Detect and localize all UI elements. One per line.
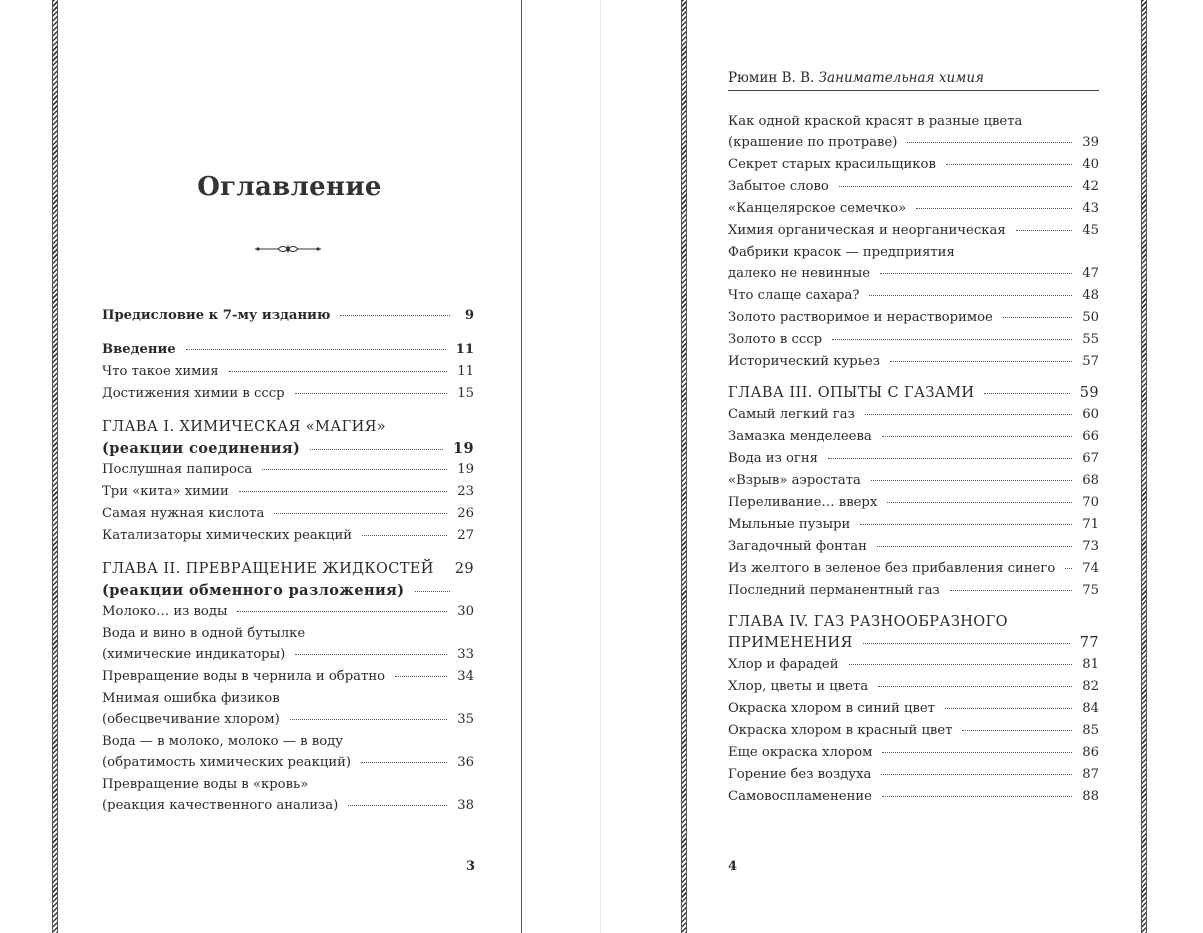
toc-entry-page: 33 [457, 647, 474, 662]
page-number-right: 4 [728, 859, 738, 874]
toc-entry-page: 85 [1082, 723, 1099, 738]
toc-entry-page: 9 [464, 308, 474, 323]
toc-entry-page: 75 [1082, 583, 1099, 598]
dot-leader [890, 360, 1072, 362]
toc-entry-page: 77 [1079, 635, 1099, 651]
toc-entry-page: 87 [1082, 767, 1099, 782]
dot-leader [860, 523, 1072, 525]
toc-entry [728, 720, 1099, 742]
toc-entry-title: (крашение по протраве) [728, 135, 898, 150]
toc-entry-title: (реакции обменного разложения) [102, 582, 405, 599]
toc-entry [102, 559, 474, 580]
toc-entry-page: 43 [1082, 201, 1099, 216]
toc-entry [728, 285, 1099, 307]
dot-leader [945, 707, 1072, 709]
toc-entry-title: Вода из огня [728, 451, 818, 466]
toc-entry [728, 448, 1099, 470]
toc-entry-page: 88 [1082, 789, 1099, 804]
toc-entry-title: Вода и вино в одной бутылке [102, 626, 306, 641]
toc-entry-title: Самый легкий газ [728, 407, 855, 422]
toc-entry-title: Исторический курьез [728, 354, 880, 369]
toc-entry-title: Введение [102, 342, 176, 357]
toc-entry-page: 66 [1082, 429, 1099, 444]
toc-entry [102, 709, 474, 731]
toc-entry-page: 84 [1082, 701, 1099, 716]
toc-entry [102, 305, 474, 327]
dot-leader [262, 468, 447, 470]
toc-entry-title: Что такое химия [102, 364, 219, 379]
page-number-left: 3 [466, 859, 476, 874]
dot-leader [916, 207, 1072, 209]
toc-entry-page: 73 [1082, 539, 1099, 554]
dot-leader [871, 479, 1072, 481]
ornament-icon [254, 243, 322, 255]
toc-entry-title: Забытое слово [728, 179, 829, 194]
dot-leader [881, 773, 1072, 775]
toc-entry-page: 34 [457, 669, 474, 684]
toc-entry-page: 67 [1082, 451, 1099, 466]
toc-entry [102, 580, 474, 601]
dot-leader [882, 751, 1072, 753]
dot-leader [237, 610, 447, 612]
toc-entry-title: Мнимая ошибка физиков [102, 691, 280, 706]
toc-entry-title: Окраска хлором в красный цвет [728, 723, 953, 738]
dot-leader [877, 545, 1072, 547]
toc-entry [728, 492, 1099, 514]
toc-entry-title: ГЛАВА III. ОПЫТЫ С ГАЗАМИ [728, 385, 975, 401]
toc-entry-title: Горение без воздуха [728, 767, 872, 782]
toc-entry-title: Из желтого в зеленое без прибавления синего [728, 561, 1056, 576]
toc-entry-page: 40 [1082, 157, 1099, 172]
dot-leader [310, 448, 443, 450]
toc-entry-page: 48 [1082, 288, 1099, 303]
toc-entry-title: Хлор, цветы и цвета [728, 679, 869, 694]
toc-entry-title: ГЛАВА II. ПРЕВРАЩЕНИЕ ЖИДКОСТЕЙ [102, 561, 434, 577]
toc-entry [728, 654, 1099, 676]
chapter-heading: ГЛАВА I. ХИМИЧЕСКАЯ «МАГИЯ» [102, 419, 387, 435]
toc-entry-title: Достижения химии в ссср [102, 386, 285, 401]
toc-entry-page: 57 [1082, 354, 1099, 369]
toc-entry-title: далеко не невинные [728, 266, 871, 281]
toc-entry [102, 339, 474, 361]
dot-leader [444, 569, 445, 570]
dot-leader [962, 729, 1072, 731]
dot-leader [340, 314, 450, 316]
toc-entry-title: Фабрики красок — предприятия [728, 245, 955, 260]
toc-entry-page: 36 [457, 755, 474, 770]
dot-leader [239, 490, 447, 492]
toc-entry-title: Предисловие к 7-му изданию [102, 308, 331, 323]
dot-leader [415, 590, 450, 592]
dot-leader [1016, 229, 1073, 231]
dot-leader [1003, 316, 1072, 318]
toc-entry [728, 698, 1099, 720]
toc-entry-page: 82 [1082, 679, 1099, 694]
dot-leader [984, 392, 1069, 394]
dot-leader [395, 675, 447, 677]
toc-entry [102, 666, 474, 688]
toc-entry-page: 71 [1082, 517, 1099, 532]
dot-leader [882, 795, 1072, 797]
toc-entry [728, 536, 1099, 558]
toc-right [728, 111, 1099, 808]
chapter-heading: ГЛАВА IV. ГАЗ РАЗНООБРАЗНОГО [728, 614, 1008, 630]
toc-entry-page: 59 [1079, 385, 1099, 401]
dot-leader [863, 642, 1070, 644]
dot-leader [865, 413, 1072, 415]
toc-entry-page: 55 [1082, 332, 1099, 347]
toc-entry-title: Превращение воды в чернила и обратно [102, 669, 386, 684]
spine-fold [600, 0, 601, 933]
toc-entry-page: 11 [457, 364, 474, 379]
toc-entry-title: «Взрыв» аэростата [728, 473, 861, 488]
dot-leader [361, 761, 447, 763]
dot-leader [950, 589, 1072, 591]
dot-leader [1065, 567, 1072, 569]
dot-leader [362, 534, 447, 536]
toc-entry-page: 11 [455, 342, 474, 357]
toc-entry-title: (обесцвечивание хлором) [102, 712, 280, 727]
toc-entry [102, 459, 474, 481]
toc-entry-title: «Канцелярское семечко» [728, 201, 907, 216]
toc-entry-page: 50 [1082, 310, 1099, 325]
toc-entry-title: Золото в ссср [728, 332, 823, 347]
toc-entry-page: 39 [1082, 135, 1099, 150]
toc-entry-page: 60 [1082, 407, 1099, 422]
toc-entry-page: 19 [453, 440, 474, 457]
toc-entry-title: Самовоспламенение [728, 789, 872, 804]
toc-entry-title: (реакция качественного анализа) [102, 798, 339, 813]
toc-entry [728, 676, 1099, 698]
dot-leader [878, 685, 1072, 687]
dot-leader [229, 370, 448, 372]
toc-entry [102, 644, 474, 666]
toc-entry [728, 404, 1099, 426]
toc-entry [102, 601, 474, 623]
toc-entry-title: Как одной краской красят в разные цвета [728, 114, 1023, 129]
toc-entry-page: 27 [457, 528, 474, 543]
toc-entry [102, 383, 474, 405]
toc-entry [102, 438, 474, 459]
toc-entry-title: Секрет старых красильщиков [728, 157, 936, 172]
toc-entry [728, 764, 1099, 786]
toc-entry-title: Последний перманентный газ [728, 583, 940, 598]
toc-entry [102, 503, 474, 525]
toc-entry-title: Послушная папироса [102, 462, 253, 477]
dot-leader [348, 804, 447, 806]
toc-entry-title: Превращение воды в «кровь» [102, 777, 309, 792]
toc-entry-title: Три «кита» химии [102, 484, 229, 499]
toc-entry-page: 68 [1082, 473, 1099, 488]
dot-leader [946, 163, 1072, 165]
toc-entry-page: 81 [1082, 657, 1099, 672]
toc-entry-title: (химические индикаторы) [102, 647, 286, 662]
toc-entry-page: 86 [1082, 745, 1099, 760]
toc-entry-page: 26 [457, 506, 474, 521]
toc-entry [728, 633, 1099, 654]
toc-entry-title: Хлор и фарадей [728, 657, 839, 672]
toc-entry-page: 29 [454, 561, 474, 577]
toc-entry-page: 74 [1082, 561, 1099, 576]
toc-entry [102, 752, 474, 774]
toc-entry [728, 263, 1099, 285]
toc-entry-title: Золото растворимое и нерастворимое [728, 310, 993, 325]
toc-entry [728, 329, 1099, 351]
toc-entry-title: (реакции соединения) [102, 440, 301, 457]
toc-entry-title: Молоко… из воды [102, 604, 228, 619]
toc-entry [728, 132, 1099, 154]
toc-entry-page: 38 [457, 798, 474, 813]
toc-entry-page: 15 [457, 386, 474, 401]
toc-entry-title: Катализаторы химических реакций [102, 528, 353, 543]
toc-entry-title: ПРИМЕНЕНИЯ [728, 635, 853, 651]
toc-entry [728, 220, 1099, 242]
toc-entry [728, 742, 1099, 764]
running-head-title: Занимательная химия [818, 70, 984, 86]
toc-entry-page: 70 [1082, 495, 1099, 510]
dot-leader [186, 348, 446, 350]
toc-entry [102, 361, 474, 383]
toc-entry-title: Еще окраска хлором [728, 745, 873, 760]
toc-entry [728, 580, 1099, 602]
toc-entry-title: Вода — в молоко, молоко — в воду [102, 734, 344, 749]
running-head-author: Рюмин В. В. [728, 70, 815, 86]
toc-left [102, 305, 474, 817]
toc-entry [102, 525, 474, 547]
dot-leader [907, 141, 1072, 143]
toc-entry-title: Мыльные пузыри [728, 517, 851, 532]
toc-entry [728, 176, 1099, 198]
toc-entry [728, 558, 1099, 580]
toc-entry [728, 426, 1099, 448]
toc-entry-title: Самая нужная кислота [102, 506, 265, 521]
dot-leader [295, 392, 448, 394]
toc-entry [728, 786, 1099, 808]
toc-entry-title: Окраска хлором в синий цвет [728, 701, 935, 716]
right-outer-edge [1141, 0, 1147, 933]
toc-entry [728, 307, 1099, 329]
toc-entry [728, 383, 1099, 404]
toc-entry-page: 45 [1082, 223, 1099, 238]
dot-leader [828, 457, 1072, 459]
toc-entry [102, 481, 474, 503]
dot-leader [290, 718, 447, 720]
toc-entry [728, 154, 1099, 176]
toc-entry-title: Что слаще сахара? [728, 288, 860, 303]
dot-leader [274, 512, 447, 514]
page-title: Оглавление [197, 172, 382, 202]
dot-leader [882, 435, 1072, 437]
dot-leader [869, 294, 1072, 296]
toc-entry [728, 351, 1099, 373]
running-head [728, 70, 1099, 91]
toc-entry-title: (обратимость химических реакций) [102, 755, 352, 770]
toc-entry-page: 30 [457, 604, 474, 619]
dot-leader [849, 663, 1073, 665]
toc-entry-title: Химия органическая и неорганическая [728, 223, 1006, 238]
toc-entry-title: Загадочный фонтан [728, 539, 867, 554]
toc-entry-page: 42 [1082, 179, 1099, 194]
toc-entry-page: 47 [1082, 266, 1099, 281]
dot-leader [839, 185, 1072, 187]
dot-leader [832, 338, 1072, 340]
toc-entry [102, 795, 474, 817]
toc-entry [728, 514, 1099, 536]
toc-entry-title: Замазка менделеева [728, 429, 872, 444]
dot-leader [887, 501, 1072, 503]
toc-entry-title: Переливание… вверх [728, 495, 878, 510]
toc-entry [728, 198, 1099, 220]
toc-entry-page: 19 [457, 462, 474, 477]
dot-leader [880, 272, 1072, 274]
right-inner-edge [681, 0, 687, 933]
toc-entry-page: 23 [457, 484, 474, 499]
toc-entry [728, 470, 1099, 492]
toc-entry-page: 35 [457, 712, 474, 727]
dot-leader [295, 653, 447, 655]
